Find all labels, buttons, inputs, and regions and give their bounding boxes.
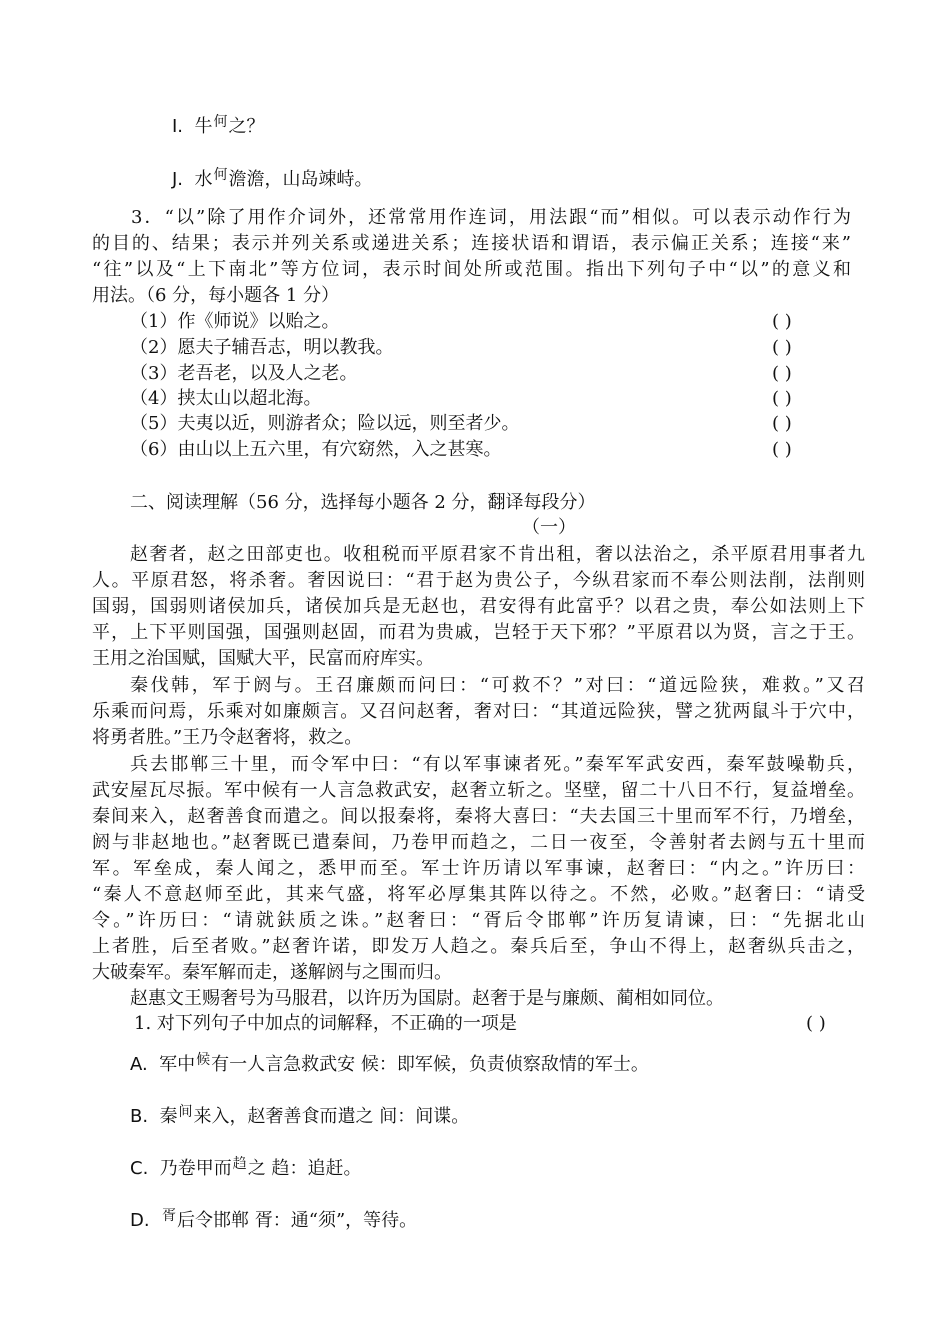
q1-option-c[interactable]: C. 乃卷甲而$^趋$之 趋：追赶。 [130,1156,362,1179]
passage-line: “秦人不意赵师至此，其来气盛，将军必厚集其阵以待之。不然，必败。”赵奢曰：“请受 [92,884,865,905]
dotted-char: 何 [213,167,228,183]
passage-line: 人。平原君怒，将杀奢。奢因说曰：“君于赵为贵公子，今纵君家而不奉公则法削，法削则 [92,570,865,591]
passage-line: 赵惠文王赐奢号为马服君，以许历为国尉。赵奢于是与廉颇、蔺相如同位。 [130,988,724,1009]
option-letter: A. [130,1054,148,1075]
answer-blank[interactable]: ( ) [772,337,792,358]
passage-line: 平，上下平则国强，国强则赵固，而君为贵戚，岂轻于天下邪？”平原君以为贤，言之于王。 [92,622,865,643]
passage-line: 秦伐韩，军于阏与。王召廉颇而问曰：“可救不？”对曰：“道远险狭，难救。”又召 [130,675,865,696]
passage-line: 武安屋瓦尽振。军中候有一人言急救武安，赵奢立斩之。坚壁，留二十八日不行，复益增垒。 [92,780,865,801]
answer-blank[interactable]: ( ) [772,388,792,409]
passage-line: 国弱，国弱则诸侯加兵，诸侯加兵是无赵也，君安得有此富乎？以君之贵，奉公如法则上下 [92,596,865,617]
q3-stem-line: “往”以及“上下南北”等方位词，表示时间处所或范围。指出下列句子中“以”的意义和 [92,259,851,280]
option-i: I. 牛$^何$之？ [172,114,265,137]
option-letter: J. [172,169,184,190]
option-letter: I. [172,116,184,137]
q3-stem-line: 用法。（6 分，每小题各 1 分） [92,285,340,306]
passage-line: 秦间来入，赵奢善食而遣之。间以报秦将，秦将大喜曰：“夫去国三十里而军不行，乃增垒， [92,806,865,827]
q1-option-a[interactable]: A. 军中$^候$有一人言急救武安 候：即军候，负责侦察敌情的军士。 [130,1052,649,1075]
q3-item: （2）愿夫子辅吾志，明以教我。 [130,337,394,358]
passage-line: 上者胜，后至者败。”赵奢许诺，即发万人趋之。秦兵后至，争山不得上，赵奢纵兵击之， [92,936,865,957]
q1-option-d[interactable]: D. $^胥$后令邯郸 胥：通“须”，等待。 [130,1208,418,1231]
option-j: J. 水$^何$澹澹，山岛竦峙。 [172,167,373,190]
passage-line: 军。军垒成，秦人闻之，悉甲而至。军士许历请以军事谏，赵奢曰：“内之。”许历曰： [92,858,865,879]
passage-line: 王用之治国赋，国赋大平，民富而府库实。 [92,648,434,669]
option-letter: D. [130,1210,150,1231]
option-letter: C. [130,1158,149,1179]
q3-stem-line: 3．“以”除了用作介词外，还常常用作连词，用法跟“而”相似。可以表示动作行为 [131,207,851,228]
dotted-char: 候 [196,1052,211,1068]
dotted-char: 何 [213,114,228,130]
answer-blank[interactable]: ( ) [772,439,792,460]
option-letter: B. [130,1106,149,1127]
passage-line: 大破秦军。秦军解而走，遂解阏与之围而归。 [92,962,452,983]
passage-line: 赵奢者，赵之田部吏也。收租税而平原君家不肯出租，奢以法治之，杀平原君用事者九 [130,544,865,565]
answer-blank[interactable]: ( ) [772,311,792,332]
q1-stem: 1. 对下列句子中加点的词解释，不正确的一项是 [134,1013,517,1034]
q1-option-b[interactable]: B. 秦$^间$来入，赵奢善食而遣之 间：间谍。 [130,1104,470,1127]
answer-blank[interactable]: ( ) [772,413,792,434]
passage-line: 阏与非赵地也。”赵奢既已遣秦间，乃卷甲而趋之，二日一夜至，令善射者去阏与五十里而 [92,832,865,853]
subsection-heading: （一） [522,517,576,538]
passage-line: 令。”许历曰：“请就鈇质之诛。”赵奢曰：“胥后令邯郸”许历复请谏，曰：“先据北山 [92,910,865,931]
q3-item: （3）老吾老，以及人之老。 [130,363,358,384]
dotted-char: 间 [178,1104,193,1120]
q3-stem-line: 的目的、结果；表示并列关系或递进关系；连接状语和谓语，表示偏正关系；连接“来” [92,233,851,254]
passage-line: 乐乘而问焉，乐乘对如廉颇言。又召问赵奢，奢对曰：“其道远险狭，譬之犹两鼠斗于穴中， [92,701,865,722]
dotted-char: 趋 [232,1156,247,1172]
q3-item: （4）挟太山以超北海。 [130,388,322,409]
answer-blank[interactable]: ( ) [772,363,792,384]
q3-item: （5）夫夷以近，则游者众；险以远，则至者少。 [130,413,520,434]
section-heading: 二、阅读理解（56 分，选择每小题各 2 分，翻译每段分） [130,492,596,513]
passage-line: 兵去邯郸三十里，而令军中曰：“有以军事谏者死。”秦军军武安西，秦军鼓噪勒兵， [130,754,865,775]
passage-line: 将勇者胜。”王乃令赵奢将，救之。 [92,727,363,748]
q3-item: （1）作《师说》以贻之。 [130,311,340,332]
answer-blank[interactable]: ( ) [806,1013,826,1034]
q3-item: （6）由山以上五六里，有穴窈然，入之甚寒。 [130,439,502,460]
dotted-char: 胥 [162,1208,177,1224]
